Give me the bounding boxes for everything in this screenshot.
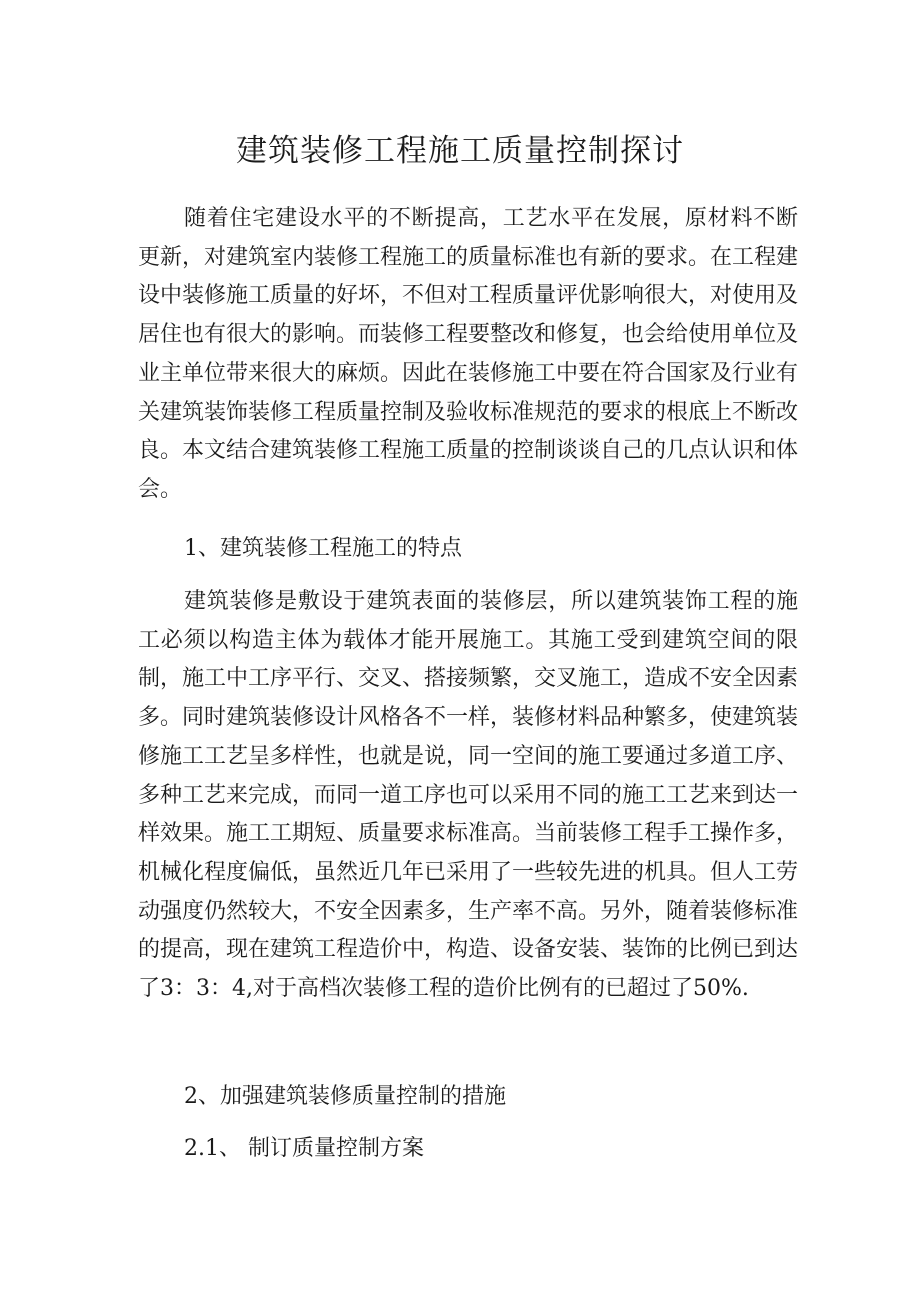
section-2-1-heading: 2.1、 制订质量控制方案 [184, 1136, 424, 1161]
section-1-body: 建筑装修是敷设于建筑表面的装修层，所以建筑装饰工程的施工必须以构造主体为载体才能开展施工。其施工受到建筑空间的限制，施工中工序平行、交叉、搭接频繁，交叉施工，造成不安全因素多。同时建筑装修设计风格各不一样，装修材料品种繁多，使建筑装修施工工艺呈多样性，也就是说，同一空间的施工要通过多道工序、多种工艺来完成，而同一道工序也可以采用不同的施工工艺来到达一样效果。施工工期短、质量要求标准高。当前装修工程手工操作多，机械化程度偏低，虽然近几年已采用了一些较先进的机具。但人工劳动强度仍然较大，不安全因素多，生产率不高。另外，随着装修标准的提高，现在建筑工程造价中，构造、设备安装、装饰的比例已到达了3：3：4,对于高档次装修工程的造价比例有的已超过了50%. [138, 589, 799, 1002]
intro-paragraph: 随着住宅建设水平的不断提高，工艺水平在发展，原材料不断更新，对建筑室内装修工程施工的质量标准也有新的要求。在工程建设中装修施工质量的好坏，不但对工程质量评优影响很大，对使用及居住也有很大的影响。而装修工程要整改和修复，也会给使用单位及业主单位带来很大的麻烦。因此在装修施工中要在符合国家及行业有关建筑装饰装修工程质量控制及验收标准规范的要求的根底上不断改良。本文结合建筑装修工程施工质量的控制谈谈自己的几点认识和体会。 [138, 206, 799, 502]
section-1-heading: 1、建筑装修工程施工的特点 [184, 536, 462, 561]
document-title: 建筑装修工程施工质量控制探讨 [236, 133, 684, 169]
section-2-heading: 2、加强建筑装修质量控制的措施 [184, 1084, 506, 1109]
